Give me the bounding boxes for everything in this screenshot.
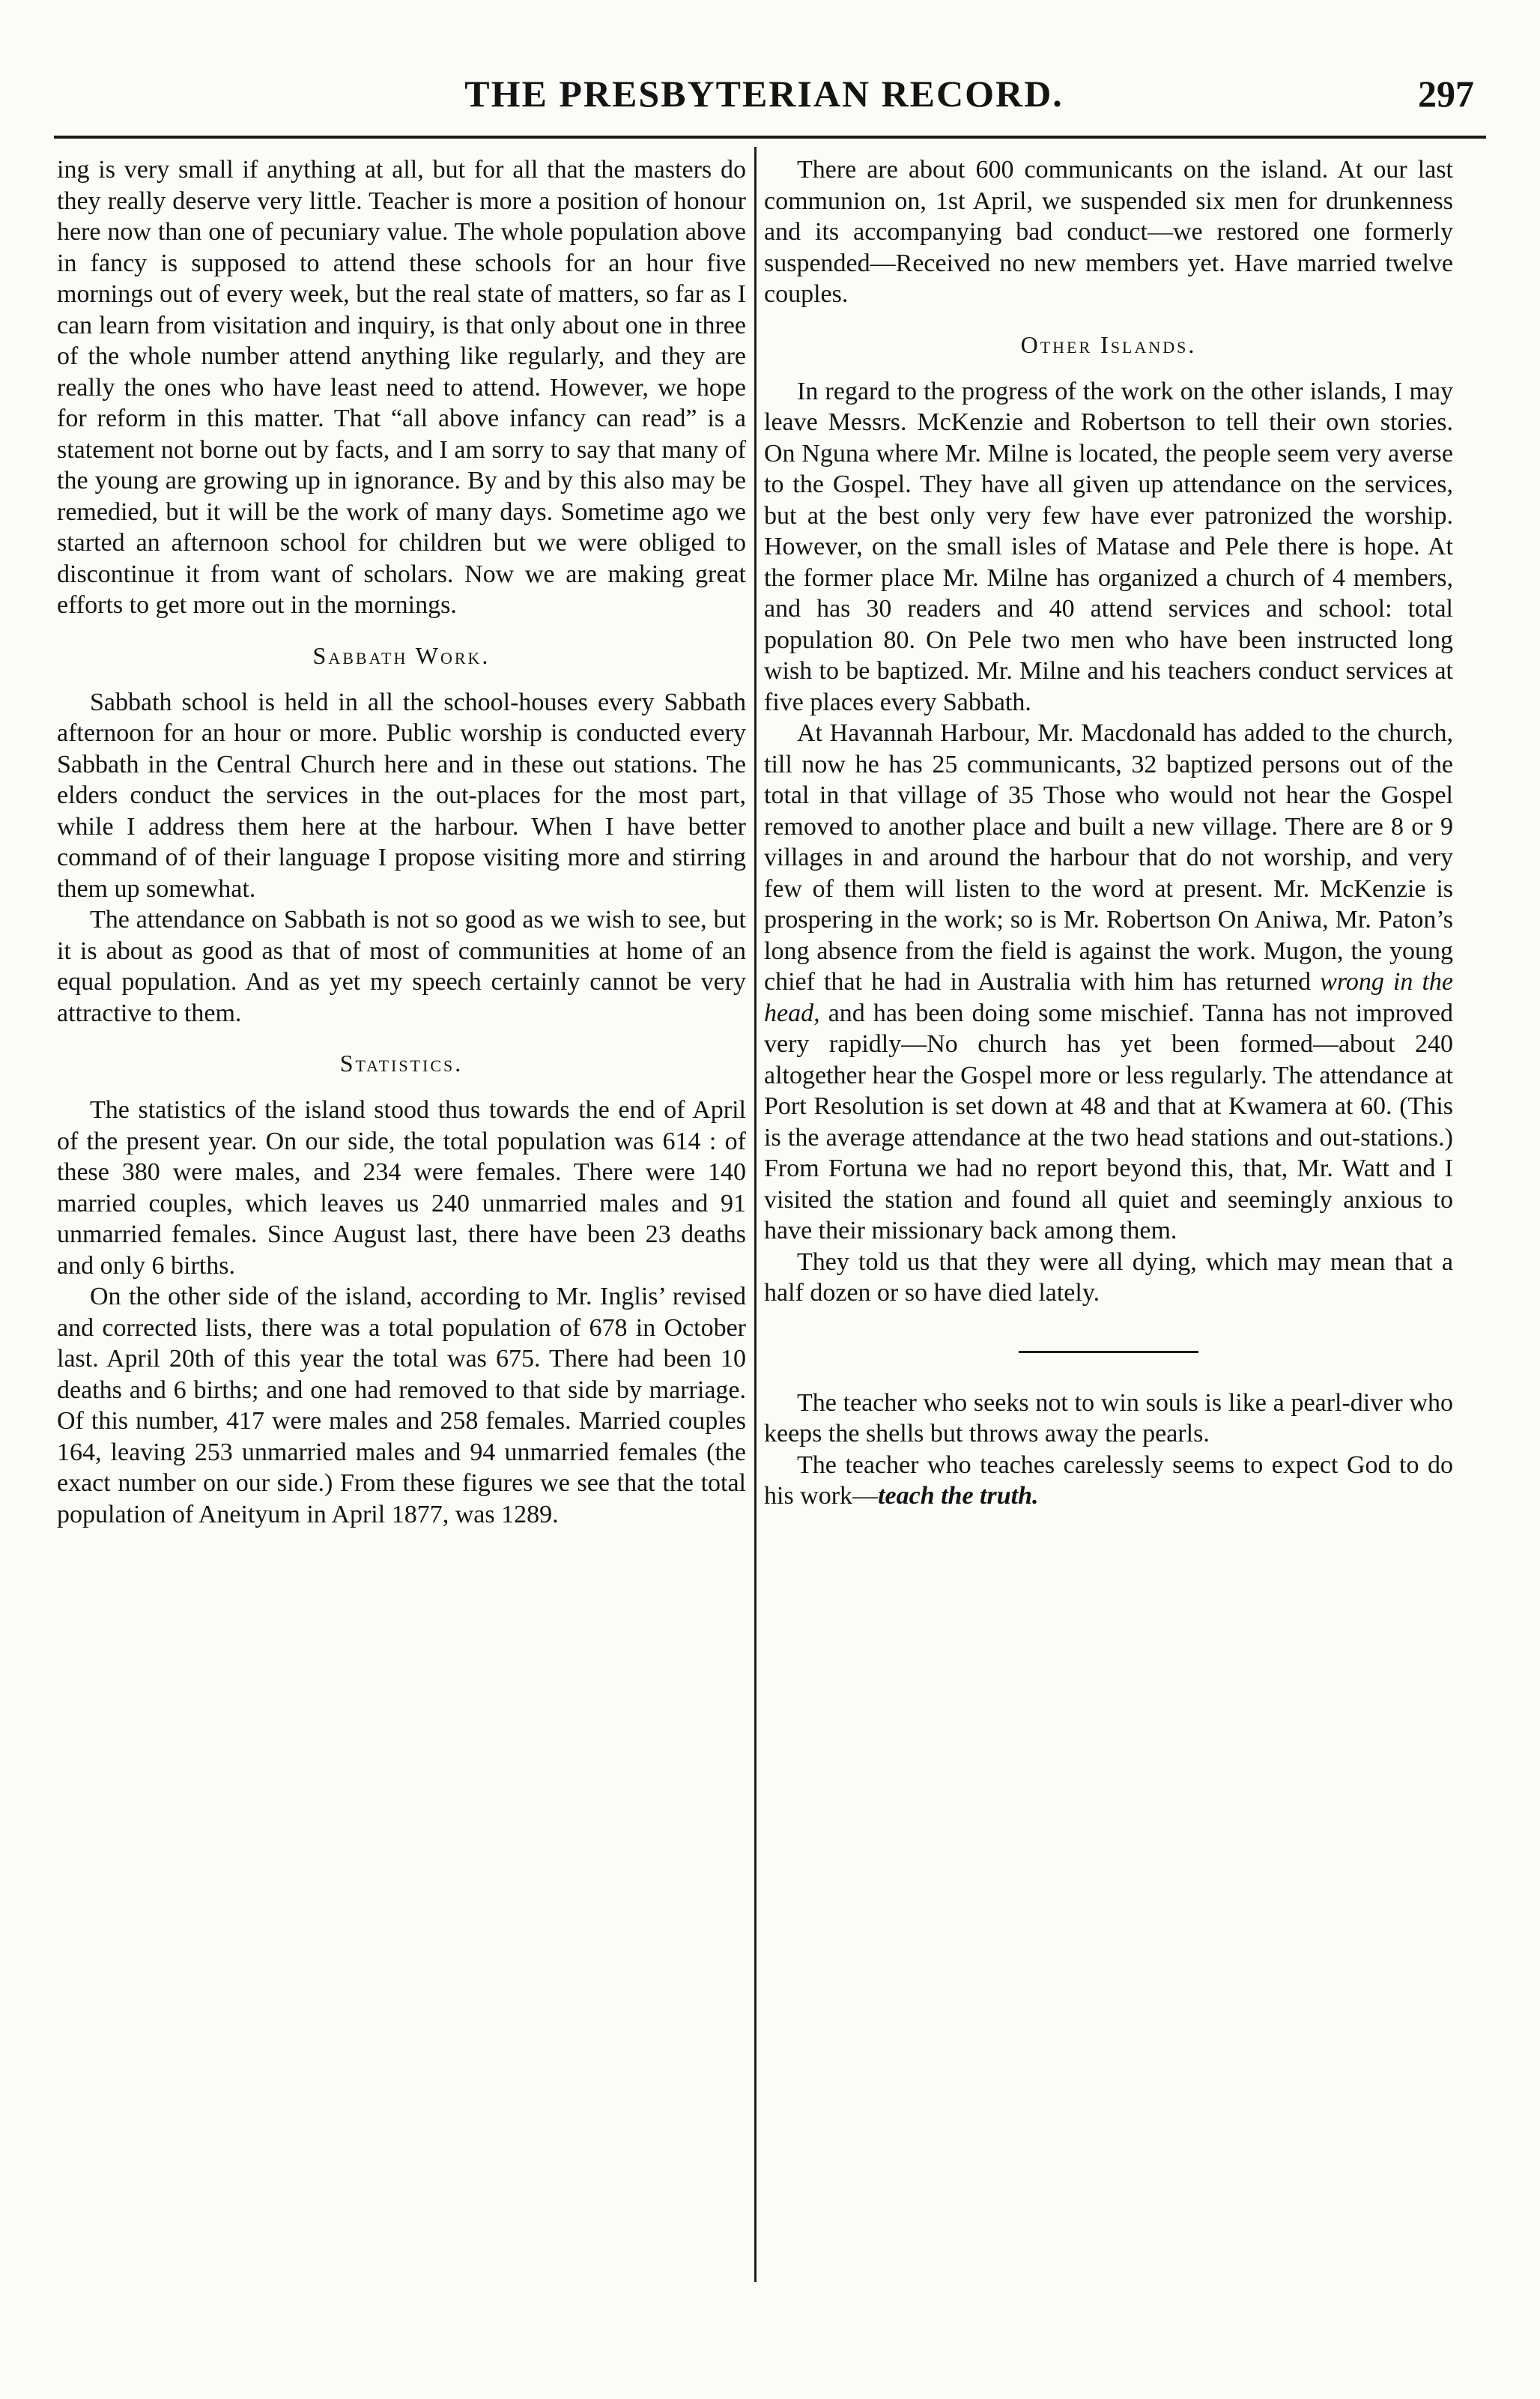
header-rule	[54, 136, 1486, 139]
page-number: 297	[1418, 73, 1474, 115]
left-column	[57, 154, 746, 1530]
paragraph: There are about 600 communicants on the island. At our last communion on, 1st April, we suspended six men for drunkenness and its accompanying bad conduct—we restored one formerly suspended—Received no new members yet. Have married twelve couples.	[764, 156, 1453, 308]
paragraph: Sabbath school is held in all the school-houses every Sabbath afternoon for an hour or more. Public worship is conducted every Sabbath in the Central Church here and in these out stations. The elders conduct the services in the out-places for the most part, while I address them here at the harbour. When I have better command of of their language I propose visiting more and stirring them up somewhat.	[57, 688, 746, 903]
publication-title: THE PRESBYTERIAN RECORD.	[464, 73, 1064, 115]
italic-text: teach the truth.	[878, 1482, 1039, 1510]
text-run: and has been doing some mischief. Tanna has not improved very rapidly—No church has yet been formed—about 240 altogether hear the Gospel more or less regularly. The attendance at Port Resolution is set down at 48 and that at Kwamera at 60. (This is the average attendance at the two head stations and out-stations.) From Fortuna we had no report beyond this, that, Mr. Watt and I visited the station and found all quiet and seemingly anxious to have their missionary back among them.	[764, 999, 1454, 1244]
section-heading-other-islands: Other Islands.	[1020, 330, 1197, 358]
paragraph: The statistics of the island stood thus towards the end of April of the present year. On our side, the total population was 614 : of these 380 were males, and 234 were females. There were 140 married couples, which leaves us 240 unmarried males and 91 unmarried females. Since August last, there have been 23 deaths and only 6 births.	[57, 1096, 746, 1280]
paragraph: The teacher who seeks not to win souls is like a pearl-diver who keeps the shells but throws away the pearls.	[764, 1388, 1453, 1447]
page-header	[45, 72, 1483, 132]
paragraph: ing is very small if anything at all, but for all that the masters do they really deserve very little. Teacher is more a position of honour here now than one of pecuniary value. The whole population above in fancy is supposed to attend these schools for an hour five mornings out of every week, but the real state of matters, so far as I can learn from visitation and inquiry, is that only about one in three of the whole number attend anything like regularly, and they are really the ones who have least need to attend. However, we hope for reform in this matter. That “all above infancy can read” is a statement not borne out by facts, and I am sorry to say that many of the young are growing up in ignorance. By and by this also may be remedied, but it will be the work of many days. Sometime ago we started an afternoon school for children but we were obliged to discontinue it from want of scholars. Now we are making great efforts to get more out in the mornings.	[57, 156, 746, 619]
column-divider	[754, 147, 757, 2282]
italic-text: wrong in the head,	[764, 968, 1454, 1027]
paragraph: On the other side of the island, according to Mr. Inglis’ revised and corrected lists, there was a total population of 678 in October last. April 20th of this year the total was 675. There had been 10 deaths and 6 births; and one had removed to that side by marriage. Of this number, 417 were males and 258 females. Married couples 164, leaving 253 unmarried males and 94 unmarried females (the exact number on our side.) From these figures we see that the total population of Aneityum in April 1877, was 1289.	[57, 1283, 746, 1528]
paragraph	[764, 1450, 1453, 1512]
section-heading-sabbath-work: Sabbath Work.	[312, 641, 491, 669]
paragraph: In regard to the progress of the work on the other islands, I may leave Messrs. McKenzie and Robertson to tell their own stories. On Nguna where Mr. Milne is located, the people seem very averse to the Gospel. They have all given up attendance on the services, but at the best only very few have ever patronized the worship. However, on the small isles of Matase and Pele there is hope. At the former place Mr. Milne has organized a church of 4 members, and has 30 readers and 40 attend services and school: total population 80. On Pele two men who have been instructed long wish to be baptized. Mr. Milne and his teachers conduct services at five places every Sabbath.	[764, 377, 1453, 716]
section-heading-statistics: Statistics.	[339, 1050, 464, 1077]
paragraph: The attendance on Sabbath is not so good as we wish to see, but it is about as good as that of most of communities at home of an equal population. And as yet my speech certainly cannot be very attractive to them.	[57, 906, 746, 1027]
text-run: The teacher who teaches carelessly seems to expect God to do his work—	[764, 1450, 1453, 1510]
section-rule	[1019, 1351, 1198, 1353]
paragraph	[764, 718, 1453, 1247]
right-column	[764, 154, 1453, 1512]
text-run: At Havannah Harbour, Mr. Macdonald has added to the church, till now he has 25 communicants, 32 baptized persons out of the total in that village of 35 Those who would not hear the Gospel removed to another place and built a new village. There are 8 or 9 villages in and around the harbour that do not worship, and very few of them will listen to the word at present. Mr. McKenzie is prospering in the work; so is Mr. Robertson On Aniwa, Mr. Paton’s long absence from the field is against the work. Mugon, the young chief that he had in Australia with him has returned	[764, 719, 1453, 996]
paragraph: They told us that they were all dying, which may mean that a half dozen or so have died lately.	[764, 1247, 1453, 1307]
